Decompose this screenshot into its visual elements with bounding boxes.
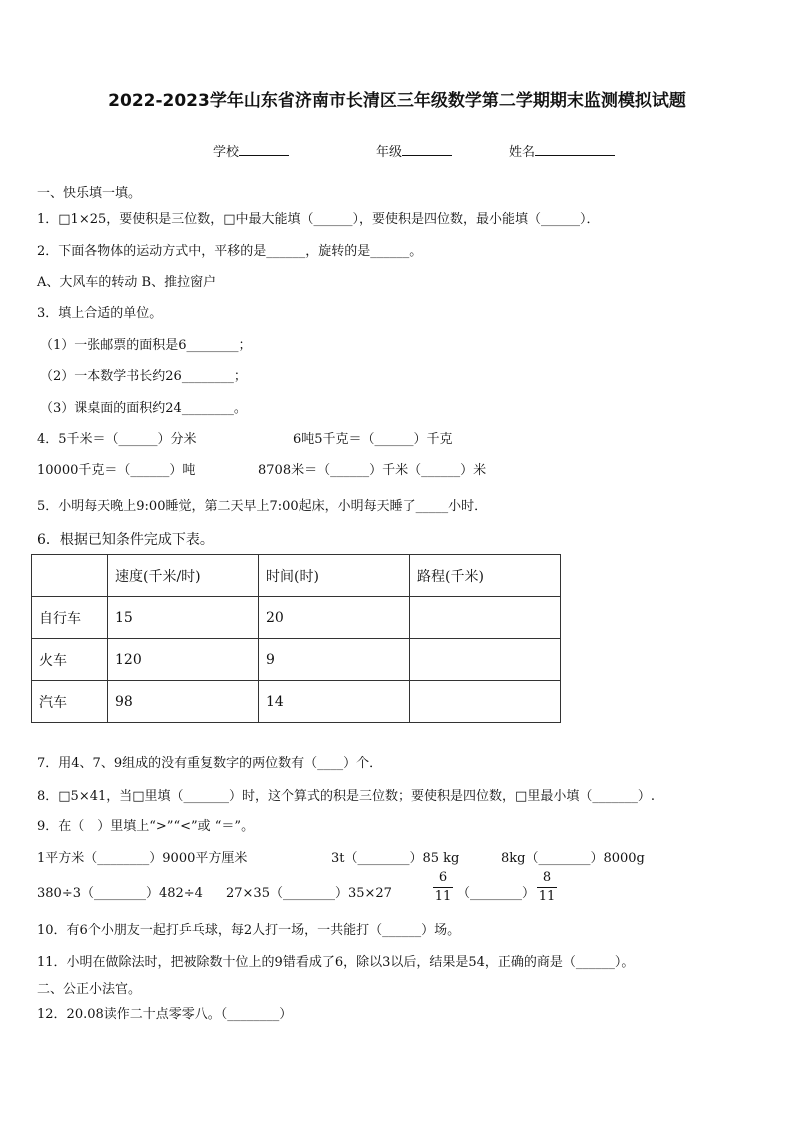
school-label: 学校: [213, 145, 240, 160]
fraction-right-numerator: 8: [542, 870, 552, 885]
table-row: [32, 639, 561, 681]
question-6: 6．根据已知条件完成下表。: [37, 532, 214, 548]
table-cell: 14: [259, 681, 410, 723]
school-field[interactable]: [213, 141, 289, 160]
fraction-left-numerator: 6: [438, 870, 448, 885]
table-row: [32, 597, 561, 639]
question-2-options: A、大风车的转动 B、推拉窗户: [37, 275, 217, 290]
table-cell-answer[interactable]: [410, 597, 561, 639]
name-blank[interactable]: [535, 143, 615, 156]
fraction-right-denominator: 11: [538, 889, 556, 904]
fraction-left: [433, 870, 453, 905]
question-4-b: 6吨5千克＝（______）千克: [293, 432, 453, 447]
table-cell: 自行车: [32, 597, 108, 639]
fraction-bar: [537, 887, 557, 888]
grade-blank[interactable]: [402, 143, 452, 156]
fraction-right: [537, 870, 557, 905]
speed-table: [31, 554, 561, 723]
question-5: 5．小明每天晚上9:00睡觉，第二天早上7:00起床，小明每天睡了_____小时．: [37, 499, 488, 514]
table-cell: 汽车: [32, 681, 108, 723]
table-cell: 9: [259, 639, 410, 681]
table-header-row: [32, 555, 561, 597]
question-9-c: 8kg（________）8000g: [501, 851, 645, 866]
grade-field[interactable]: [376, 141, 452, 160]
table-cell: 98: [108, 681, 259, 723]
table-cell: 火车: [32, 639, 108, 681]
question-4-a: 4．5千米＝（______）分米: [37, 432, 197, 447]
question-9: 9．在（ ）里填上“>”“<”或 “＝”。: [37, 819, 255, 834]
table-cell-answer[interactable]: [410, 639, 561, 681]
table-cell: 20: [259, 597, 410, 639]
question-9-b: 3t（________）85 kg: [331, 851, 460, 866]
name-label: 姓名: [509, 145, 536, 160]
table-header-cell: 时间(时): [259, 555, 410, 597]
question-4-d: 8708米＝（______）千米（______）米: [258, 463, 487, 478]
question-7: 7．用4、7、9组成的没有重复数字的两位数有（____）个．: [37, 756, 383, 771]
question-3-2: （2）一本数学书长约26________；: [40, 369, 247, 384]
question-8: 8．□5×41，当□里填（_______）时，这个算式的积是三位数；要使积是四位数，□里最小填（_______）.: [37, 789, 655, 804]
table-cell: 15: [108, 597, 259, 639]
name-field[interactable]: [509, 141, 615, 160]
question-3-3: （3）课桌面的面积约24________。: [40, 401, 247, 416]
question-9-a: 1平方米（________）9000平方厘米: [37, 851, 248, 866]
question-9-d: 380÷3（________）482÷4: [37, 886, 203, 901]
section-heading-2: 二、公正小法官。: [37, 982, 142, 997]
question-9-f-blank: （________）: [457, 886, 536, 901]
question-4-c: 10000千克＝（______）吨: [37, 463, 196, 478]
fraction-left-denominator: 11: [434, 889, 452, 904]
table-cell-answer[interactable]: [410, 681, 561, 723]
table-header-cell: 路程(千米): [410, 555, 561, 597]
question-10: 10．有6个小朋友一起打乒乓球，每2人打一场，一共能打（______）场。: [37, 923, 461, 938]
question-9-e: 27×35（________）35×27: [226, 886, 392, 901]
grade-label: 年级: [376, 145, 403, 160]
question-11: 11．小明在做除法时，把被除数十位上的9错看成了6，除以3以后，结果是54，正确的商是（______）。: [37, 955, 635, 970]
table-header-cell: 速度(千米/时): [108, 555, 259, 597]
question-2: 2．下面各物体的运动方式中，平移的是______，旋转的是______。: [37, 244, 423, 259]
table-header-cell: [32, 555, 108, 597]
table-row: [32, 681, 561, 723]
section-heading-1: 一、快乐填一填。: [37, 186, 142, 201]
question-1: 1．□1×25，要使积是三位数，□中最大能填（______），要使积是四位数，最小能填（______）．: [37, 212, 600, 227]
fraction-bar: [433, 887, 453, 888]
table-cell: 120: [108, 639, 259, 681]
question-12: 12．20.08读作二十点零零八。（________）: [37, 1007, 293, 1022]
school-blank[interactable]: [239, 143, 289, 156]
question-3: 3．填上合适的单位。: [37, 306, 163, 321]
question-3-1: （1）一张邮票的面积是6________；: [40, 338, 252, 353]
page-title: 2022-2023学年山东省济南市长清区三年级数学第二学期期末监测模拟试题: [108, 91, 686, 111]
